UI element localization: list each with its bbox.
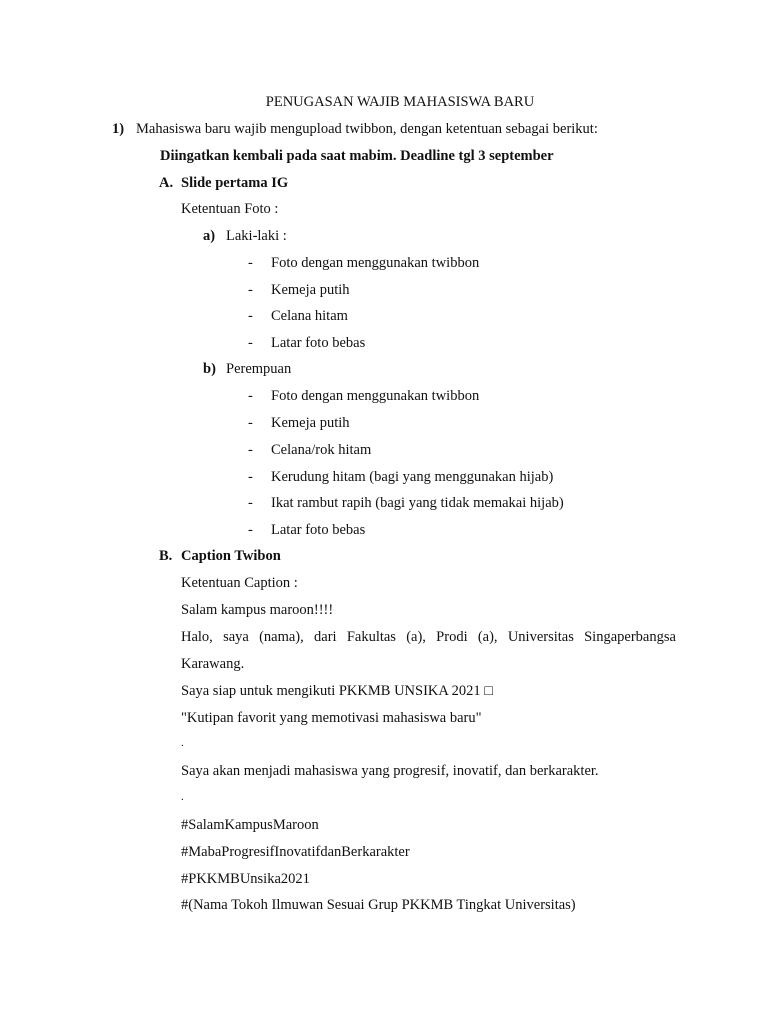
list-item: Latar foto bebas (271, 522, 366, 538)
section-a-marker: A. (159, 175, 174, 191)
list-item: Foto dengan menggunakan twibbon (271, 255, 480, 271)
hashtag-line: #MabaProgresifInovatifdanBerkarakter (181, 844, 410, 860)
list-item: Kemeja putih (271, 415, 350, 431)
bullet-dash: - (248, 388, 253, 404)
group-b-marker: b) (203, 361, 216, 377)
caption-statement: Saya akan menjadi mahasiswa yang progresif, inovatif, dan berkarakter. (181, 763, 599, 779)
list-item: Celana hitam (271, 308, 348, 324)
list-item: Kemeja putih (271, 282, 350, 298)
bullet-dash: - (248, 255, 253, 271)
group-b-label: Perempuan (226, 361, 292, 377)
caption-word: Halo, (181, 629, 213, 645)
hashtag-line: #(Nama Tokoh Ilmuwan Sesuai Grup PKKMB Tingkat Universitas) (181, 897, 576, 913)
list-item: Foto dengan menggunakan twibbon (271, 388, 480, 404)
caption-intro-line (181, 628, 676, 646)
bullet-dash: - (248, 335, 253, 351)
caption-word: (nama), (259, 629, 304, 645)
caption-word: Fakultas (346, 629, 396, 645)
caption-word: (a), (477, 629, 498, 645)
hashtag-line: #PKKMBUnsika2021 (181, 871, 310, 887)
caption-ready-line: Saya siap untuk mengikuti PKKMB UNSIKA 2021 □ (181, 683, 494, 699)
section-a-heading: Slide pertama IG (181, 175, 289, 191)
caption-dot: . (181, 737, 184, 749)
photo-rules-intro: Ketentuan Foto : (181, 201, 279, 217)
item-number: 1) (112, 121, 125, 137)
bullet-dash: - (248, 308, 253, 324)
caption-word: (a), (406, 629, 426, 645)
caption-word: saya (223, 629, 249, 645)
group-a-label: Laki-laki : (226, 228, 287, 244)
bullet-dash: - (248, 469, 253, 485)
bullet-dash: - (248, 522, 253, 538)
caption-word: Singaperbangsa (584, 629, 676, 645)
bullet-dash: - (248, 442, 253, 458)
bullet-dash: - (248, 495, 253, 511)
group-a-marker: a) (203, 228, 216, 244)
list-item: Celana/rok hitam (271, 442, 372, 458)
reminder-text: Diingatkan kembali pada saat mabim. Deadline tgl 3 september (160, 148, 554, 164)
hashtag-line: #SalamKampusMaroon (181, 817, 319, 833)
bullet-dash: - (248, 282, 253, 298)
caption-word: dari (314, 629, 337, 645)
caption-word: Prodi (436, 629, 468, 645)
section-b-heading: Caption Twibon (181, 548, 281, 564)
caption-rules-intro: Ketentuan Caption : (181, 575, 298, 591)
list-item: Ikat rambut rapih (bagi yang tidak memakai hijab) (271, 495, 564, 511)
list-item: Kerudung hitam (bagi yang menggunakan hijab) (271, 469, 554, 485)
caption-intro-continuation: Karawang. (181, 656, 245, 672)
bullet-dash: - (248, 415, 253, 431)
list-item: Latar foto bebas (271, 335, 366, 351)
item-text: Mahasiswa baru wajib mengupload twibbon, dengan ketentuan sebagai berikut: (136, 121, 598, 137)
caption-word: Universitas (507, 629, 574, 645)
section-b-marker: B. (159, 548, 173, 564)
caption-dot: . (181, 791, 184, 803)
caption-quote: "Kutipan favorit yang memotivasi mahasiswa baru" (181, 710, 482, 726)
document-title: PENUGASAN WAJIB MAHASISWA BARU (265, 94, 535, 110)
caption-greeting: Salam kampus maroon!!!! (181, 602, 334, 618)
